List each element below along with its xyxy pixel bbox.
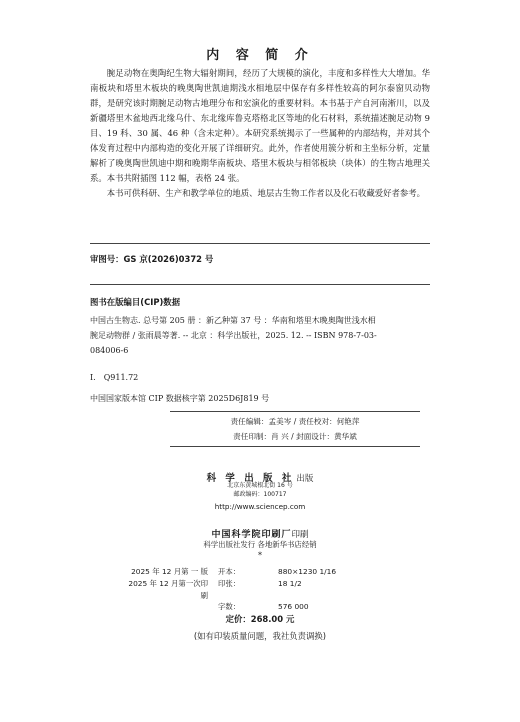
spec-row: [0, 566, 520, 578]
word-count-value: 576 000: [278, 602, 309, 612]
price: 定价：268.00 元: [225, 614, 295, 624]
divider: [170, 411, 420, 412]
edition-label: 2025 年 12 月第 一 版: [131, 567, 208, 576]
divider: [90, 284, 430, 285]
cip-record: [90, 313, 430, 358]
cip-classification: [90, 373, 138, 382]
sheets-label: 印张：: [218, 578, 241, 588]
page-title: 内 容 简 介: [206, 48, 314, 63]
class-roman: Ⅰ.: [90, 373, 96, 382]
cip-line: 084006-6: [90, 346, 129, 355]
publisher-url: http://www.sciencep.com: [214, 502, 306, 511]
spec-row: [0, 601, 520, 613]
abstract: [90, 66, 430, 201]
format-label: 开本：: [218, 567, 241, 576]
divider: [90, 243, 430, 244]
quality-note: (如有印装质量问题，我社负责调换): [193, 631, 327, 641]
sheets-value: 18 1/2: [278, 578, 302, 588]
printer-suffix: 印刷: [291, 530, 309, 540]
publisher-name: 科 学 出 版 社: [206, 473, 295, 484]
format-value: 880×1230 1/16: [278, 567, 337, 576]
distribution-line: 科学出版社发行 各地新华书店经销: [203, 540, 317, 549]
divider: [170, 446, 420, 447]
publisher-suffix: 出版: [296, 474, 314, 484]
cip-heading: 图书在版编目(CIP)数据: [90, 297, 181, 307]
spec-row: [0, 578, 520, 602]
cip-data-number: 中国国家版本馆 CIP 数据核字第 2025D6J819 号: [90, 394, 270, 403]
word-count-label: 字数：: [218, 602, 241, 612]
separator-bullet: *: [258, 551, 262, 560]
editors-line: 责任编辑：孟美岑 / 责任校对：何艳萍: [230, 417, 360, 426]
publisher-postcode: 邮政编码：100717: [233, 491, 287, 498]
book-specs: [0, 566, 520, 613]
abstract-paragraph: 本书可供科研、生产和教学单位的地质、地层古生物工作者以及化石收藏爱好者参考。: [106, 188, 426, 198]
cip-line: 中国古生物志. 总号第 205 册 ：新乙种第 37 号 ：华南和塔里木晚奥陶世浅水相: [90, 316, 376, 325]
printing-label: 2025 年 12 月第一次印刷: [128, 578, 208, 600]
publisher-address: 北京东黄城根北街 16 号: [227, 482, 293, 489]
class-code: Q911.72: [103, 373, 139, 382]
abstract-paragraph: 腕足动物在奥陶纪生物大辐射期间，经历了大规模的演化，丰度和多样性大大增加。华南板块和塔里木板块的晚奥陶世凯迪期浅水相地层中保存有多样性较高的阿尔泰窗贝动物群，是研究该时期腕足动物古地理分布和宏演化的重要材料。本书基于产自河南淅川，以及新疆塔里木盆地西北缘乌什、东北缘库鲁克塔格北区等地的化石材料，系统描述腕足动物 9 目、19 科、30 属、46 种（含未定种）。本研究系统揭示了一些属种的内部结构，并对其个体发育过程中内部构造的变化开展了详细研究。此外，作者使用簇分析和主坐标分析，定量解析了晚奥陶世凯迪中期和晚期华南板块、塔里木板块与相邻板块（块体）的生物古地理关系。本书共附插图 112 幅，表格 24 张。: [90, 68, 430, 183]
map-approval-number: 审图号：GS 京(2026)0372 号: [90, 254, 214, 264]
cip-line: 腕足动物群 / 张雨晨等著. -- 北京 ：科学出版社，2025. 12. -- ISBN 978-7-03-: [90, 331, 377, 340]
printer-name: 中国科学院印刷厂: [211, 530, 292, 540]
editors-line: 责任印制：肖 兴 / 封面设计：黄华斌: [233, 432, 357, 441]
